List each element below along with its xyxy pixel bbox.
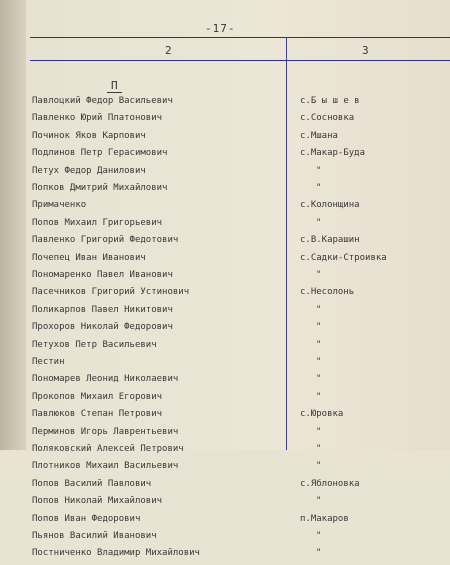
settlement-name: " — [316, 270, 322, 280]
list-item — [0, 253, 450, 270]
settlement-name: " — [316, 496, 322, 507]
settlement-name: " — [316, 374, 322, 385]
settlement-name: " — [316, 548, 322, 559]
list-item — [0, 514, 450, 531]
header-top-rule — [30, 37, 450, 38]
list-item — [0, 461, 450, 478]
list-item — [0, 183, 450, 200]
column-header-2: 2 — [165, 44, 172, 57]
settlement-name: п.Макаров — [300, 513, 349, 524]
list-item — [0, 548, 450, 565]
person-name: Починок Яков Карпович — [32, 130, 146, 141]
column-header-3: 3 — [362, 44, 369, 57]
person-name: Попов Михаил Григорьевич — [32, 217, 163, 228]
list-item — [0, 270, 450, 287]
settlement-name: с.В.Карашин — [300, 235, 360, 246]
settlement-name: " — [316, 444, 322, 454]
person-name: Плотников Михаил Васильевич — [32, 461, 179, 472]
settlement-name: с.Мшана — [300, 130, 338, 141]
list-item — [0, 427, 450, 444]
list-item — [0, 340, 450, 357]
list-item — [0, 374, 450, 391]
list-item — [0, 357, 450, 374]
settlement-name: с.Юровка — [300, 409, 344, 420]
list-item — [0, 531, 450, 548]
person-name: Постниченко Владимир Михайлович — [32, 548, 200, 559]
person-name: Пасечников Григорий Устинович — [32, 287, 190, 298]
person-name: Прохоров Николай Федорович — [32, 322, 173, 333]
person-name: Пестин — [32, 357, 65, 367]
list-item — [0, 392, 450, 409]
person-name: Попов Николай Михайлович — [32, 496, 163, 507]
person-name: Примаченко — [32, 200, 87, 211]
list-item — [0, 113, 450, 130]
list-item — [0, 96, 450, 113]
settlement-name: " — [316, 339, 322, 350]
person-name: Перминов Игорь Лаврентьевич — [32, 426, 179, 437]
settlement-name: " — [316, 461, 322, 472]
settlement-name: " — [316, 304, 322, 315]
list-item — [0, 444, 450, 461]
person-name: Подлинов Петр Герасимович — [32, 148, 168, 159]
settlement-name: " — [316, 165, 322, 176]
person-name: Поликарпов Павел Никитович — [32, 304, 173, 315]
list-item — [0, 287, 450, 304]
list-item — [0, 479, 450, 496]
settlement-name: с.Б ы ш е в — [300, 96, 360, 106]
list-item — [0, 235, 450, 252]
settlement-name: с.Колонщина — [300, 200, 360, 211]
settlement-name: " — [316, 391, 322, 402]
section-letter: П — [107, 80, 122, 93]
person-name: Попов Василий Павлович — [32, 478, 152, 489]
person-name: Павлюков Степан Петрович — [32, 409, 163, 420]
person-name: Петух Федор Данилович — [32, 165, 146, 176]
person-name: Попков Дмитрий Михайлович — [32, 183, 168, 193]
settlement-name: " — [316, 531, 322, 541]
settlement-name: с.Несолонь — [300, 287, 355, 298]
settlement-name: с.Макар-Буда — [300, 148, 366, 159]
person-name: Прокопов Михаил Егорович — [32, 391, 163, 402]
person-name: Павленко Юрий Платонович — [32, 113, 163, 124]
list-item — [0, 409, 450, 426]
list-item — [0, 322, 450, 339]
list-item — [0, 496, 450, 513]
settlement-name: " — [316, 183, 322, 193]
page-number: -17- — [205, 22, 236, 35]
list-item — [0, 148, 450, 165]
person-name: Павленко Григорий Федотович — [32, 235, 179, 246]
settlement-name: с.Яблоновка — [300, 478, 360, 489]
header-bottom-rule — [30, 60, 450, 61]
settlement-name: с.Садки-Строивка — [300, 252, 387, 263]
list-item — [0, 131, 450, 148]
person-name: Павлоцкий Федор Васильевич — [32, 96, 173, 106]
settlement-name: " — [316, 426, 322, 437]
person-name: Попов Иван Федорович — [32, 513, 141, 524]
person-name: Пономарев Леонид Николаевич — [32, 374, 179, 385]
person-name: Почепец Иван Иванович — [32, 252, 146, 263]
list-item — [0, 166, 450, 183]
person-name: Пьянов Василий Иванович — [32, 531, 157, 541]
list-item — [0, 218, 450, 235]
settlement-name: " — [316, 357, 322, 367]
list-item — [0, 200, 450, 217]
person-name: Петухов Петр Васильевич — [32, 339, 157, 350]
settlement-name: с.Сосновка — [300, 113, 355, 124]
person-name: Поляковский Алексей Петрович — [32, 444, 184, 454]
settlement-name: " — [316, 217, 322, 228]
list-item — [0, 305, 450, 322]
settlement-name: " — [316, 322, 322, 333]
person-name: Пономаренко Павел Иванович — [32, 270, 173, 280]
